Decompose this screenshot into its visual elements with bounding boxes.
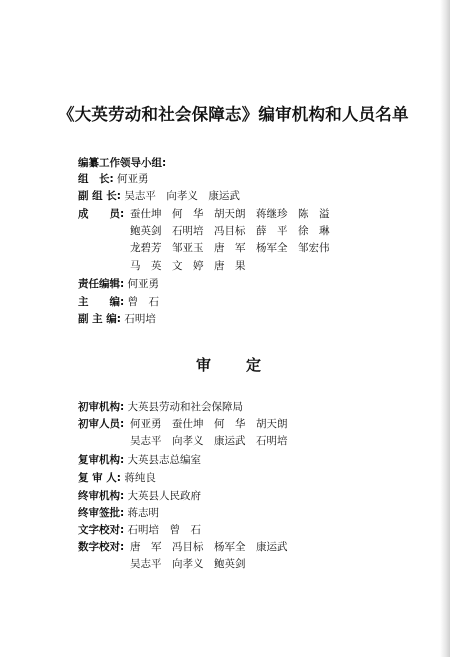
chief-editor-row	[78, 277, 159, 291]
chief-editor-label: 责任编辑:	[78, 278, 125, 290]
final-org-value: 大英县人民政府	[127, 490, 202, 502]
second-org-row	[78, 453, 201, 467]
chief-editor-value: 何亚勇	[127, 278, 160, 290]
editor-value: 曾 石	[127, 296, 160, 308]
editorial-heading: 编纂工作领导小组:	[78, 157, 167, 169]
members-row	[78, 207, 124, 221]
number-check-row-2: 吴志平 向孝义 鲍英剑	[130, 558, 246, 570]
vice-editor-row	[78, 312, 156, 326]
second-org-label: 复审机构:	[78, 454, 125, 466]
members-row-4: 马 英 文 婷 唐 果	[130, 260, 246, 272]
final-sign-value: 蒋志明	[127, 507, 160, 519]
page-edge-shadow	[440, 0, 450, 657]
number-check-label: 数字校对:	[78, 541, 125, 553]
first-people-row	[78, 417, 124, 431]
number-check-row	[78, 540, 124, 554]
first-org-value: 大英县劳动和社会保障局	[127, 401, 244, 413]
leader-label: 组 长:	[78, 173, 114, 185]
second-person-label: 复 审 人:	[78, 472, 122, 484]
second-org-value: 大英县志总编室	[127, 454, 202, 466]
members-row-1: 蚕仕坤 何 华 胡天朗 蒋继珍 陈 溢	[130, 208, 330, 220]
review-heading-char-2: 定	[246, 356, 262, 374]
editor-label: 主 编:	[78, 296, 125, 308]
second-person-value: 蒋纯良	[124, 472, 156, 484]
final-sign-row	[78, 506, 159, 520]
deputy-value: 吴志平 向孝义 康运武	[124, 190, 240, 202]
first-people-label: 初审人员:	[78, 418, 125, 430]
document-title: 《大英劳动和社会保障志》编审机构和人员名单	[58, 105, 409, 124]
first-people-row-1: 何亚勇 蚕仕坤 何 华 胡天朗	[130, 418, 288, 430]
text-check-row	[78, 523, 201, 537]
text-check-value: 石明培 曾 石	[127, 524, 202, 536]
leader-row	[78, 172, 149, 186]
vice-editor-label: 副 主 编:	[78, 313, 122, 325]
text-check-label: 文字校对:	[78, 524, 125, 536]
first-org-label: 初审机构:	[78, 401, 125, 413]
editor-row	[78, 295, 159, 309]
first-people-row-2: 吴志平 向孝义 康运武 石明培	[130, 435, 288, 447]
second-person-row	[78, 471, 156, 485]
leader-value: 何亚勇	[117, 173, 149, 185]
members-label: 成 员:	[78, 208, 125, 220]
final-sign-label: 终审签批:	[78, 507, 125, 519]
first-org-row	[78, 400, 243, 414]
review-heading-char-1: 审	[196, 356, 212, 374]
final-org-row	[78, 489, 201, 503]
number-check-row-1: 唐 军 冯目标 杨军全 康运武	[130, 541, 288, 553]
members-row-2: 鲍英剑 石明培 冯目标 薛 平 徐 琳	[130, 225, 330, 237]
vice-editor-value: 石明培	[124, 313, 156, 325]
final-org-label: 终审机构:	[78, 490, 125, 502]
deputy-label: 副 组 长:	[78, 190, 122, 202]
members-row-3: 龙碧芳 邹亚玉 唐 军 杨军全 邹宏伟	[130, 242, 330, 254]
deputy-row	[78, 189, 240, 203]
